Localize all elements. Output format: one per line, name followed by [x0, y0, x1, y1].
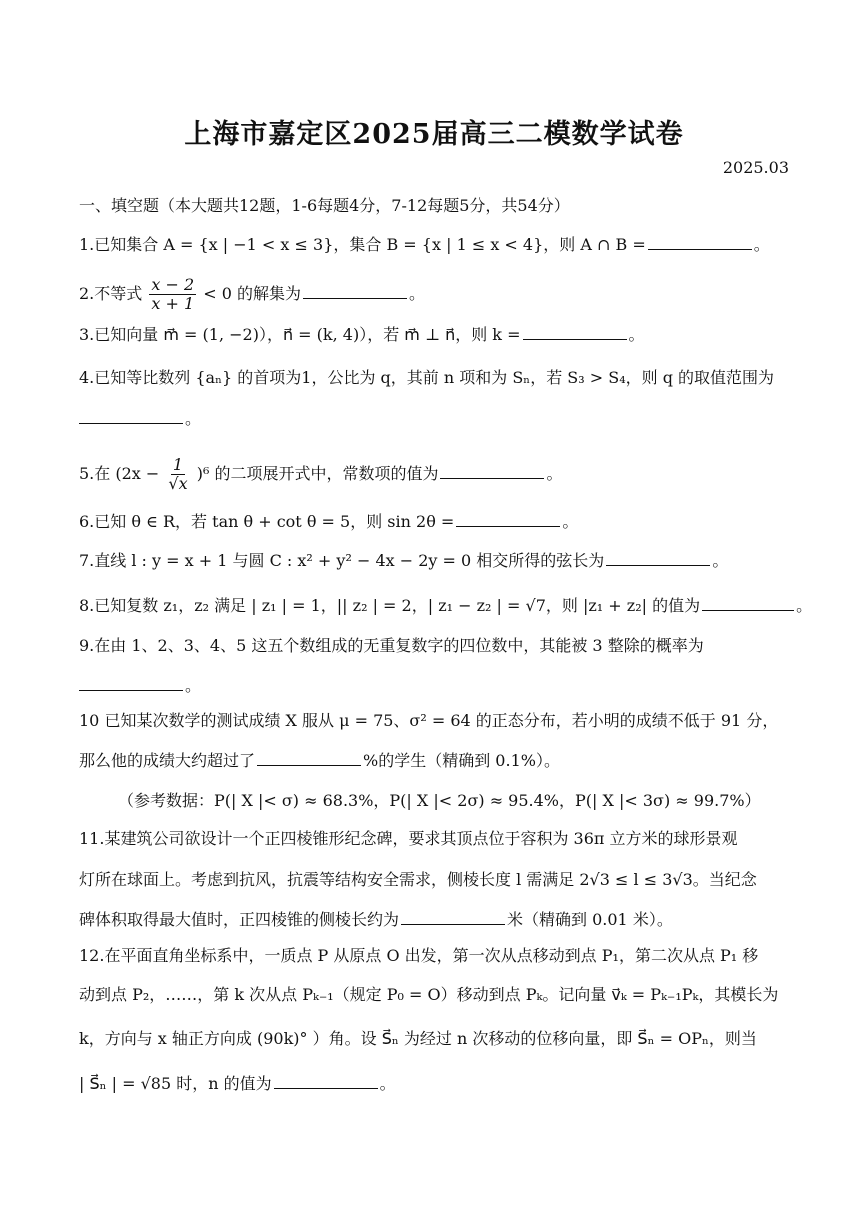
question-text: 12.在平面直角坐标系中，一质点 P 从原点 O 出发，第一次从点移动到点 P₁，第二次从点 P₁ 移 [79, 946, 759, 965]
question-text: )⁶ 的二项展开式中，常数项的值为 [196, 464, 439, 483]
question-10-cont [79, 750, 791, 771]
question-end: 。 [379, 1074, 396, 1093]
question-text: %的学生（精确到 0.1%）。 [363, 751, 560, 770]
question-2 [79, 276, 791, 313]
question-end: 。 [185, 409, 202, 428]
question-text: 5.在 (2x − [79, 464, 160, 483]
answer-blank [303, 283, 407, 299]
question-1 [79, 234, 791, 255]
question-4-cont [79, 408, 791, 429]
question-text: 灯所在球面上。考虑到抗风，抗震等结构安全需求，侧棱长度 l 需满足 2√3 ≤ l ≤ 3√3。当纪念 [79, 870, 757, 889]
question-12-cont2 [79, 1029, 791, 1049]
page-title: 上海市嘉定区2025届高三二模数学试卷 [184, 119, 684, 150]
question-text: 4.已知等比数列 {aₙ} 的首项为1，公比为 q，其前 n 项和为 Sₙ，若 S₃ > S₄，则 q 的取值范围为 [79, 368, 775, 387]
question-text: 6.已知 θ ∈ R，若 tan θ + cot θ = 5，则 sin 2θ = [79, 512, 455, 531]
question-10 [79, 711, 791, 731]
question-text: | S⃗ₙ | = √85 时，n 的值为 [79, 1074, 272, 1093]
answer-blank [606, 550, 710, 566]
question-text: 7.直线 l : y = x + 1 与圆 C : x² + y² − 4x − 2y = 0 相交所得的弦长为 [79, 551, 605, 570]
answer-blank [523, 324, 627, 340]
question-text: 碑体积取得最大值时，正四棱锥的侧棱长约为 [79, 910, 400, 929]
question-6 [79, 511, 791, 532]
question-text: 1.已知集合 A = {x | −1 < x ≤ 3}，集合 B = {x | 1 ≤ x < 4}，则 A ∩ B = [79, 235, 646, 254]
question-4 [79, 368, 791, 388]
answer-blank [274, 1073, 378, 1089]
question-12-cont3 [79, 1073, 791, 1094]
question-text: 米（精确到 0.01 米）。 [507, 910, 673, 929]
fraction-numerator: x − 2 [151, 275, 195, 294]
answer-blank [401, 909, 505, 925]
question-end: 。 [753, 235, 770, 254]
question-end: 。 [628, 325, 645, 344]
answer-blank [79, 408, 183, 424]
question-11 [79, 829, 791, 849]
question-5 [79, 456, 791, 493]
question-end: 。 [185, 676, 202, 695]
answer-blank [440, 463, 544, 479]
answer-blank [257, 750, 361, 766]
fraction-denominator: x + 1 [151, 294, 195, 313]
exam-date: 2025.03 [722, 158, 789, 177]
question-11-cont2 [79, 909, 791, 930]
question-end: 。 [546, 464, 563, 483]
fraction-numerator: 1 [172, 455, 184, 474]
question-text: 那么他的成绩大约超过了 [79, 751, 256, 770]
question-text: 11.某建筑公司欲设计一个正四棱锥形纪念碑，要求其顶点位于容积为 36π 立方米的球形景观 [79, 829, 738, 848]
question-end: 。 [712, 551, 729, 570]
fraction-denominator: √x [168, 474, 188, 493]
question-3 [79, 324, 791, 345]
question-11-cont [79, 870, 791, 890]
question-text: 3.已知向量 m⃗ = (1, −2)），n⃗ = (k, 4)），若 m⃗ ⊥ n⃗，则 k = [79, 325, 521, 344]
question-text: k，方向与 x 轴正方向成 (90k)° ）角。设 S⃗ₙ 为经过 n 次移动的位移向量，即 S⃗ₙ = OPₙ，则当 [79, 1029, 757, 1048]
question-12-cont [79, 985, 791, 1005]
question-text: 8.已知复数 z₁，z₂ 满足 | z₁ | = 1，|| z₂ | = 2，| z₁ − z₂ | = √7，则 |z₁ + z₂| 的值为 [79, 596, 701, 615]
fraction [166, 456, 189, 493]
question-text: 2.不等式 [79, 284, 143, 303]
question-7 [79, 550, 791, 571]
question-8 [79, 595, 813, 616]
question-9 [79, 636, 791, 656]
reference-data: （参考数据：P(| X |< σ) ≈ 68.3%，P(| X |< 2σ) ≈ 95.4%，P(| X |< 3σ) ≈ 99.7%） [118, 791, 761, 810]
question-12 [79, 946, 791, 966]
answer-blank [648, 234, 752, 250]
question-text: < 0 的解集为 [203, 284, 302, 303]
answer-blank [456, 511, 560, 527]
question-text: 9.在由 1、2、3、4、5 这五个数组成的无重复数字的四位数中，其能被 3 整除的概率为 [79, 636, 704, 655]
question-end: 。 [562, 512, 579, 531]
fraction [149, 276, 196, 313]
question-end: 。 [796, 596, 813, 615]
answer-blank [702, 595, 794, 611]
answer-blank [79, 675, 183, 691]
question-9-cont [79, 675, 791, 696]
section-heading: 一、填空题（本大题共12题，1-6每题4分，7-12每题5分，共54分） [79, 196, 570, 215]
question-text: 动到点 P₂，……，第 k 次从点 Pₖ₋₁（规定 P₀ = O）移动到点 Pₖ。记向量 v⃗ₖ = Pₖ₋₁Pₖ，其模长为 [79, 985, 779, 1004]
question-text: 10 已知某次数学的测试成绩 X 服从 μ = 75、σ² = 64 的正态分布，若小明的成绩不低于 91 分， [79, 711, 779, 730]
question-end: 。 [409, 284, 426, 303]
